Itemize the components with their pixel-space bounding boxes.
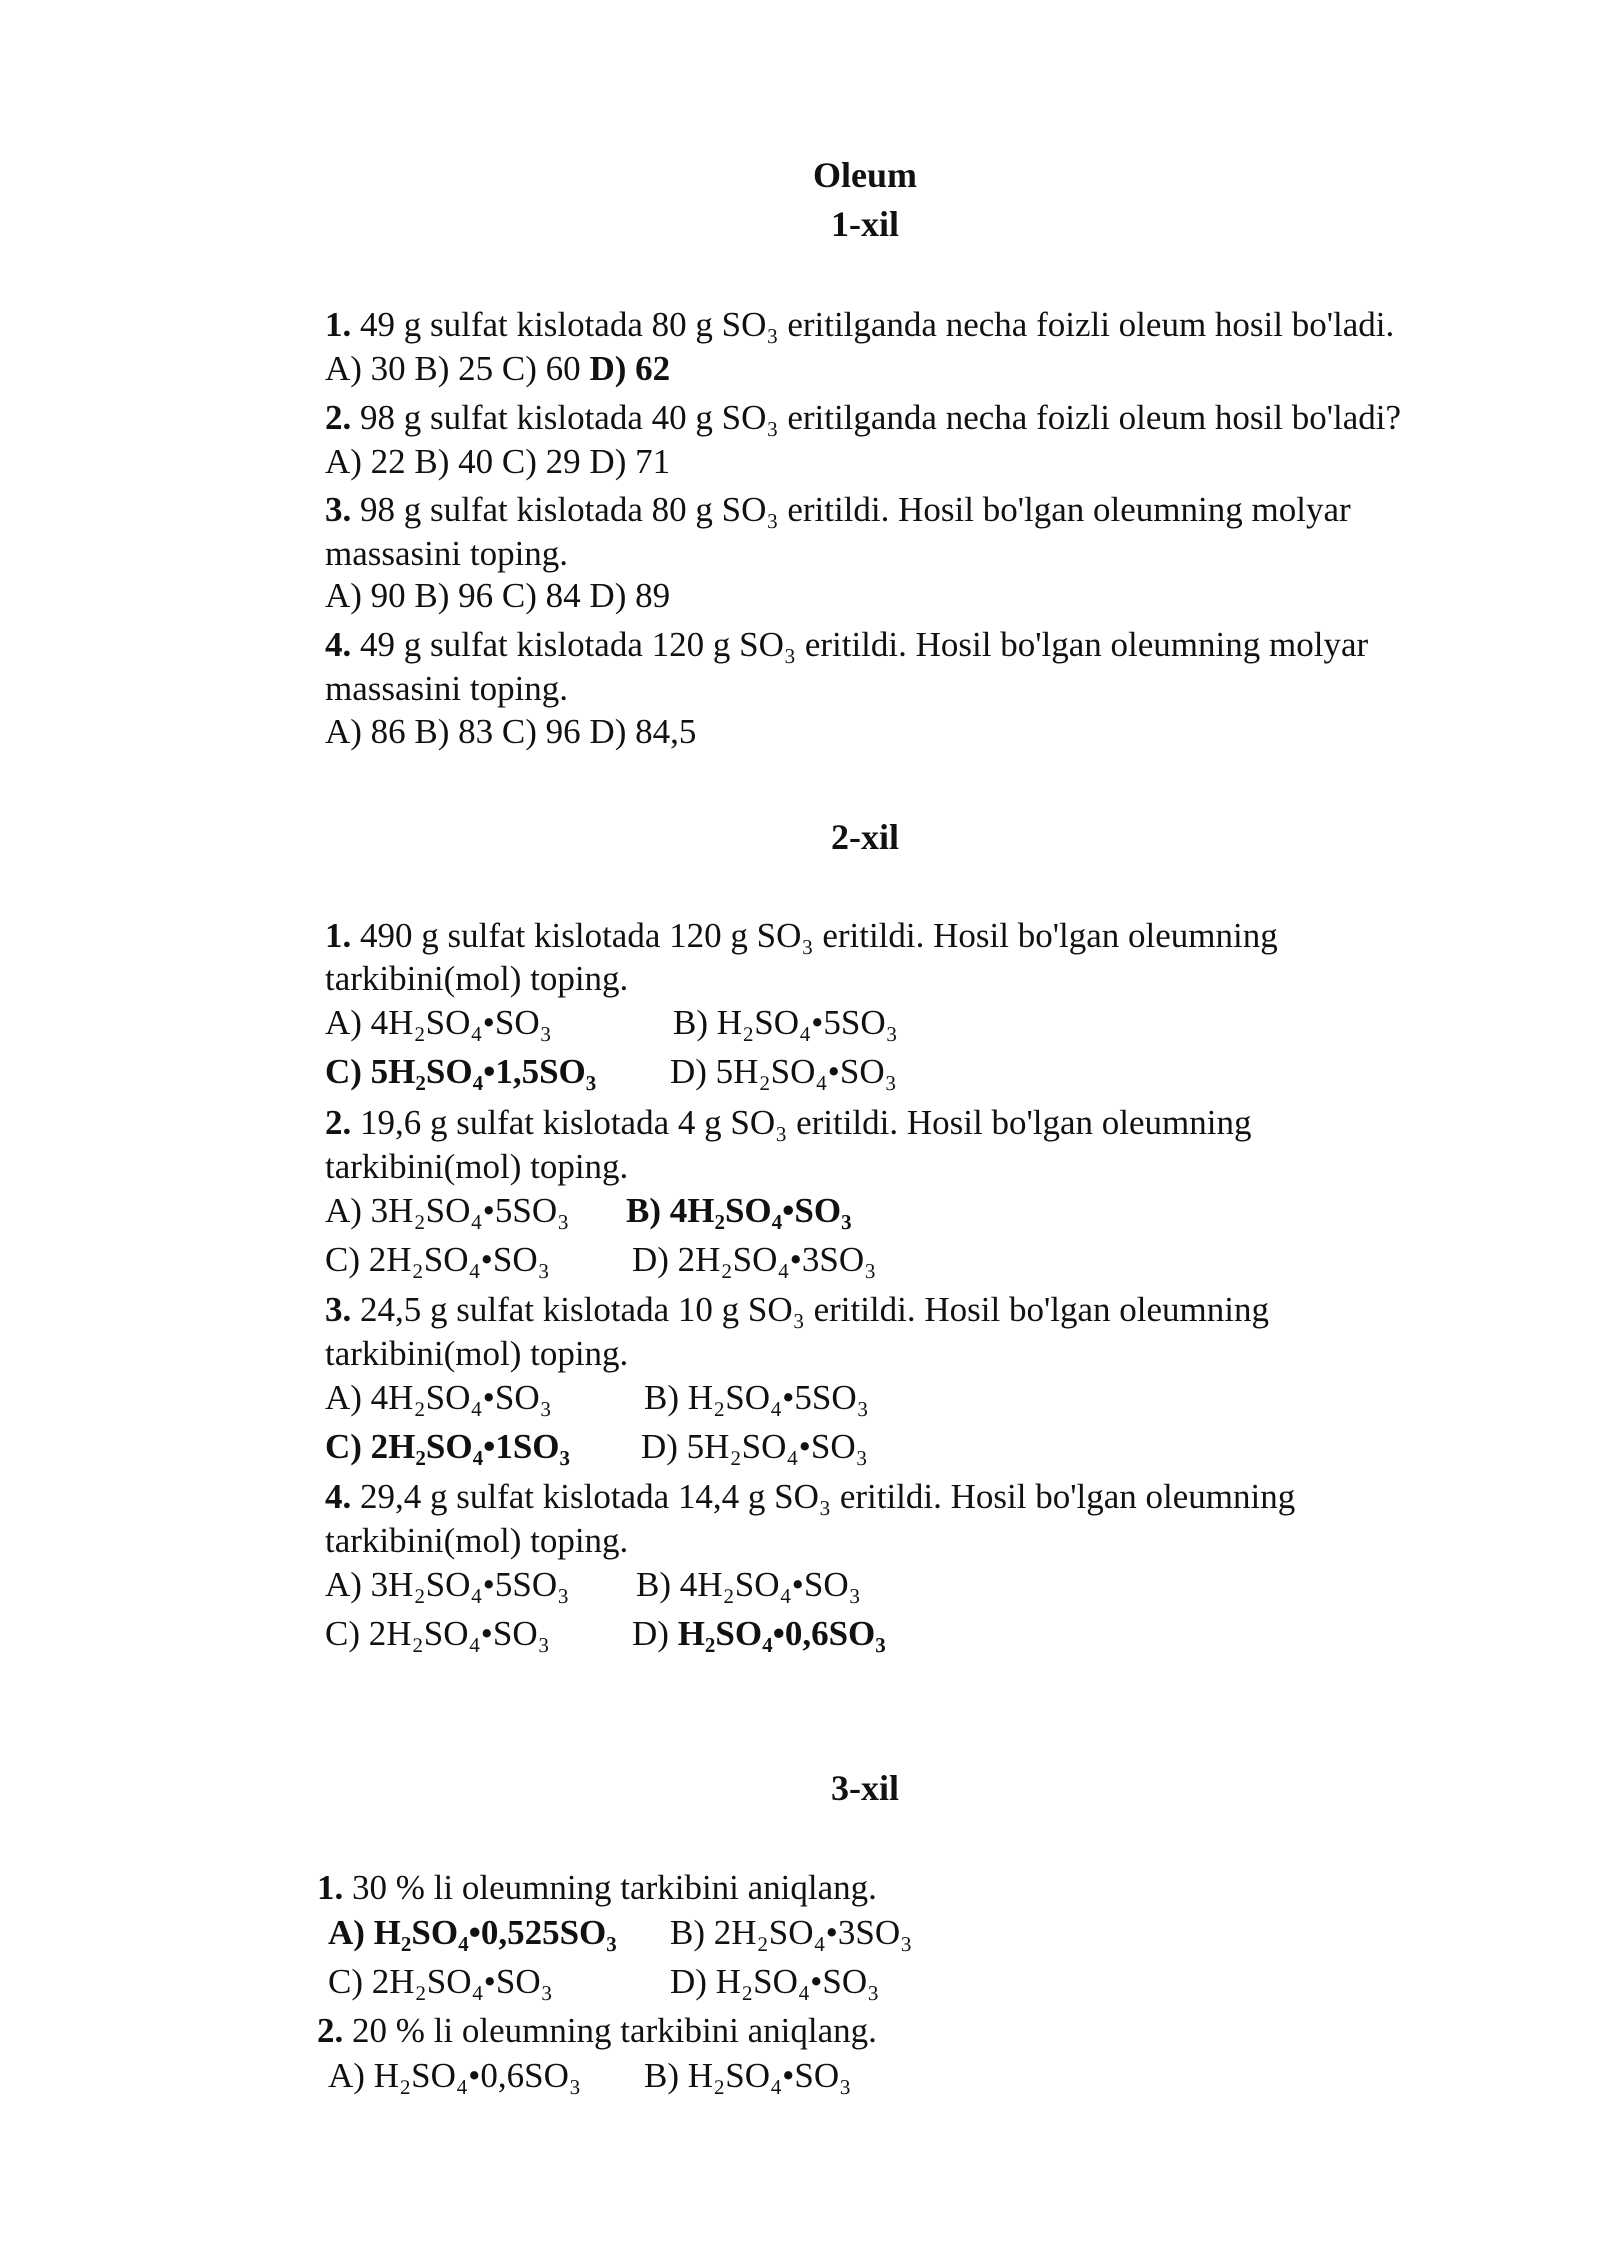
option-d: D) 2H₂SO₄•3SO₃ [632,1240,877,1279]
option-d: D) H₂SO₄•SO₃ [670,1962,880,2001]
option-b: B) H₂SO₄•5SO₃ [673,1003,898,1042]
section-heading: 3-xil [831,1768,899,1808]
question-text-cont: massasini toping. [325,669,569,708]
option-b: B) 2H₂SO₄•3SO₃ [670,1913,913,1952]
question-number: 1. [325,305,352,344]
question-text [325,1101,1252,1144]
question-body: 29,4 g sulfat kislotada 14,4 g SO₃ eritildi. Hosil bo'lgan oleumning [360,1477,1296,1516]
question-number: 2. [325,1103,352,1142]
option-a: A) 4H₂SO₄•SO₃ [325,1003,552,1042]
question-body: 24,5 g sulfat kislotada 10 g SO₃ eritildi. Hosil bo'lgan oleumning [360,1290,1269,1329]
answer-options: A) 90 B) 96 C) 84 D) 89 [325,576,671,615]
question-number: 3. [325,1290,352,1329]
question-text-cont: tarkibini(mol) toping. [325,1334,629,1373]
question-body: 490 g sulfat kislotada 120 g SO₃ eritildi. Hosil bo'lgan oleumning [360,916,1278,955]
option-d: D) 5H₂SO₄•SO₃ [670,1052,897,1091]
answer-options: A) 22 B) 40 C) 29 D) 71 [325,442,671,481]
question-number: 1. [325,916,352,955]
option-b-correct: B) 4H₂SO₄•SO₃ [626,1191,852,1230]
section-heading: 1-xil [831,204,899,244]
question-body: 98 g sulfat kislotada 40 g SO₃ eritilganda necha foizli oleum hosil bo'ladi? [360,398,1402,437]
option-c-correct: C) 2H₂SO₄•1SO₃ [325,1427,571,1466]
option-a: A) H₂SO₄•0,6SO₃ [328,2056,582,2095]
question-body: 19,6 g sulfat kislotada 4 g SO₃ eritildi. Hosil bo'lgan oleumning [360,1103,1252,1142]
option-b: B) H₂SO₄•5SO₃ [644,1378,869,1417]
question-text [325,623,1368,666]
question-number: 2. [325,398,352,437]
option-a-correct: A) H₂SO₄•0,525SO₃ [328,1913,617,1952]
question-text [325,1475,1295,1518]
document-title: Oleum [813,155,917,195]
option-c: C) 2H₂SO₄•SO₃ [325,1240,550,1279]
option-c: C) 2H₂SO₄•SO₃ [328,1962,553,2001]
answer-options: A) 86 B) 83 C) 96 D) 84,5 [325,712,697,751]
options-text: A) 30 B) 25 C) 60 [325,349,581,388]
option-b: B) 4H₂SO₄•SO₃ [636,1565,861,1604]
question-number: 4. [325,1477,352,1516]
option-a: A) 3H₂SO₄•5SO₃ [325,1565,570,1604]
option-b: B) H₂SO₄•SO₃ [644,2056,852,2095]
option-d-value: H₂SO₄•0,6SO₃ [677,1614,886,1653]
question-body: 49 g sulfat kislotada 120 g SO₃ eritildi. Hosil bo'lgan oleumning molyar [360,625,1369,664]
option-d-correct [632,1612,886,1655]
option-a: A) 3H₂SO₄•5SO₃ [325,1191,570,1230]
question-number: 4. [325,625,352,664]
question-text [317,2009,877,2052]
question-text [325,914,1278,957]
question-number: 1. [317,1868,344,1907]
answer-options [325,347,670,390]
question-text [325,396,1401,439]
question-text [325,1288,1269,1331]
option-c-correct: C) 5H₂SO₄•1,5SO₃ [325,1052,597,1091]
question-number: 3. [325,490,352,529]
question-body: 49 g sulfat kislotada 80 g SO₃ eritilganda necha foizli oleum hosil bo'ladi. [360,305,1395,344]
question-text [317,1866,877,1909]
correct-answer: D) 62 [589,349,671,388]
option-d-label: D) [632,1614,669,1653]
question-text [325,303,1394,346]
question-body: 30 % li oleumning tarkibini aniqlang. [352,1868,877,1907]
option-a: A) 4H₂SO₄•SO₃ [325,1378,552,1417]
question-body: 20 % li oleumning tarkibini aniqlang. [352,2011,877,2050]
question-number: 2. [317,2011,344,2050]
question-body: 98 g sulfat kislotada 80 g SO₃ eritildi. Hosil bo'lgan oleumning molyar [360,490,1351,529]
option-d: D) 5H₂SO₄•SO₃ [641,1427,868,1466]
option-c: C) 2H₂SO₄•SO₃ [325,1614,550,1653]
section-heading: 2-xil [831,817,899,857]
question-text-cont: massasini toping. [325,534,569,573]
question-text-cont: tarkibini(mol) toping. [325,959,629,998]
question-text-cont: tarkibini(mol) toping. [325,1521,629,1560]
question-text-cont: tarkibini(mol) toping. [325,1147,629,1186]
question-text [325,488,1351,531]
